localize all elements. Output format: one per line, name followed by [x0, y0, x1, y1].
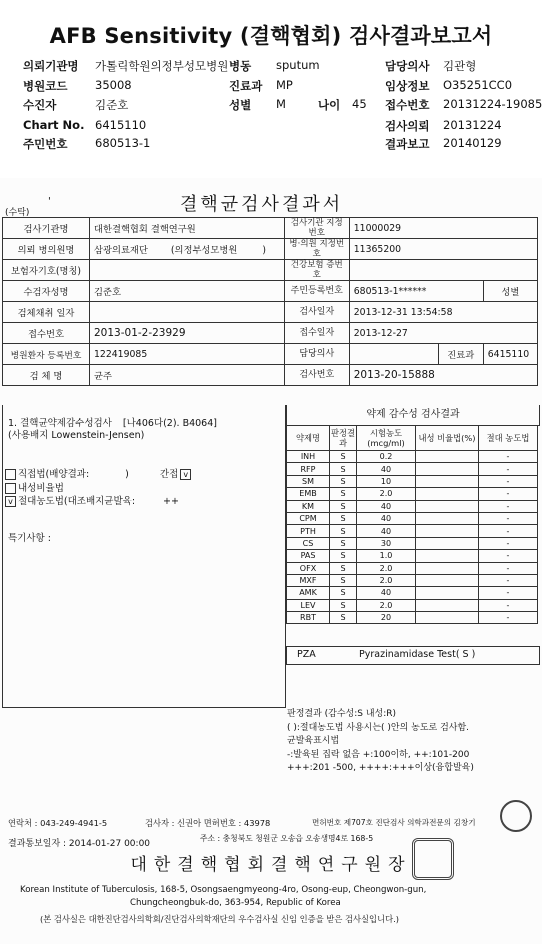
drug-name: RFP — [287, 463, 330, 475]
drug-row — [287, 537, 538, 549]
drug-absolute: - — [479, 525, 538, 537]
form-label: 병원환자 등록번호 — [3, 344, 90, 365]
ratio-label: 내성비율법 — [18, 483, 64, 494]
drug-result: S — [330, 587, 357, 599]
drug-row — [287, 587, 538, 599]
form-value: 균주 — [90, 365, 285, 386]
legend-line: +++:201 -500, ++++:+++이상(융합발육) — [287, 763, 474, 773]
form-number: (수탁) — [5, 208, 30, 218]
drug-row — [287, 612, 538, 624]
drug-name: KM — [287, 500, 330, 512]
drug-row — [287, 525, 538, 537]
drug-concentration: 40 — [357, 463, 416, 475]
drug-row — [287, 475, 538, 487]
sheet-title: 결핵균검사결과서 — [180, 194, 344, 215]
drug-concentration: 30 — [357, 537, 416, 549]
drug-name: PTH — [287, 525, 330, 537]
drug-result: S — [330, 451, 357, 463]
drug-absolute: - — [479, 451, 538, 463]
header-value: 가톨릭학원의정부성모병원 — [95, 59, 229, 73]
drug-absolute: - — [479, 500, 538, 512]
drug-result: S — [330, 488, 357, 500]
form-label: 보험자기호(명칭) — [3, 260, 90, 281]
header-label: 주민번호 — [23, 137, 68, 151]
drug-name: SM — [287, 475, 330, 487]
header-label: 임상정보 — [385, 79, 430, 93]
drug-name: EMB — [287, 488, 330, 500]
header-label: 수진자 — [23, 98, 57, 112]
form-label: 검 체 명 — [3, 365, 90, 386]
drug-ratio — [416, 587, 479, 599]
pza-row — [286, 646, 540, 665]
drug-name: RBT — [287, 612, 330, 624]
form-label: 성별 — [483, 281, 537, 302]
drug-name: CS — [287, 537, 330, 549]
form-label: 의뢰 병의원명 — [3, 239, 90, 260]
drug-ratio — [416, 451, 479, 463]
header-label: 병원코드 — [23, 79, 68, 93]
test-medium: (사용배지 Lowenstein-Jensen) — [8, 430, 145, 441]
form-value: 대한결핵협회 결핵연구원 — [90, 218, 285, 239]
requester-name: 삼광의료재단 — [94, 245, 148, 256]
certification-note: (본 검사실은 대한진단검사의학회/진단검사의학재단의 우수검사실 신임 인증을 받은 검사실입니다.) — [40, 914, 399, 924]
form-value: 11365200 — [349, 239, 537, 260]
drug-absolute: - — [479, 537, 538, 549]
form-value — [90, 302, 285, 323]
header-value: 45 — [352, 97, 367, 111]
drug-header: 판정결과 — [330, 426, 357, 451]
requester-paren-close: ) — [262, 245, 266, 256]
drug-concentration: 2.0 — [357, 562, 416, 574]
drug-row — [287, 500, 538, 512]
address: 주소 : 충청북도 청원군 오송읍 오송생명4로 168-5 — [200, 834, 374, 843]
drug-concentration: 2.0 — [357, 599, 416, 611]
form-label: 검사번호 — [284, 365, 349, 386]
drug-concentration: 40 — [357, 500, 416, 512]
header-value: MP — [276, 78, 293, 92]
form-label: 접수번호 — [3, 323, 90, 344]
header-label: 검사의뢰 — [385, 119, 430, 133]
form-label: 진료과 — [438, 344, 483, 365]
drug-absolute: - — [479, 512, 538, 524]
form-label: 접수일자 — [284, 323, 349, 344]
drug-concentration: 40 — [357, 587, 416, 599]
form-label: 검사기관명 — [3, 218, 90, 239]
drug-ratio — [416, 488, 479, 500]
header-value: O35251CC0 — [443, 78, 513, 92]
header-label: 접수번호 — [385, 98, 430, 112]
form-value: 122419085 — [90, 344, 285, 365]
form-value — [90, 260, 285, 281]
drug-ratio — [416, 537, 479, 549]
drug-row — [287, 451, 538, 463]
header-label: Chart No. — [23, 118, 85, 132]
header-value: 20131224 — [443, 118, 502, 132]
legend-line: 균발육표시법 — [287, 736, 340, 746]
header-value: 김관형 — [443, 59, 477, 73]
header-label: 병동 — [229, 59, 252, 73]
form-value: 680513-1****** — [349, 281, 483, 302]
drug-concentration: 20 — [357, 612, 416, 624]
header-label: 진료과 — [229, 79, 263, 93]
drug-concentration: 2.0 — [357, 574, 416, 586]
drug-row — [287, 599, 538, 611]
drug-row — [287, 550, 538, 562]
direct-label: 직접법(배양결과: — [18, 469, 90, 480]
absolute-growth: ++ — [163, 496, 179, 507]
drug-row — [287, 488, 538, 500]
header-value: 김준호 — [95, 98, 129, 112]
pza-value: Pyrazinamidase Test( S ) — [359, 649, 476, 660]
drug-absolute: - — [479, 463, 538, 475]
indirect-checkbox: v — [180, 469, 191, 480]
form-label: 담당의사 — [284, 344, 349, 365]
drug-absolute: - — [479, 587, 538, 599]
requester-hospital: (의정부성모병원 — [170, 245, 238, 256]
test-method-heading — [8, 418, 217, 442]
absolute-checkbox: v — [5, 496, 16, 507]
drug-header: 내성 비율법(%) — [416, 426, 479, 451]
form-value: 2013-12-31 13:54:58 — [349, 302, 537, 323]
header-value: 20140129 — [443, 136, 502, 150]
form-label: 병·의원 지정번호 — [284, 239, 349, 260]
drug-name: MXF — [287, 574, 330, 586]
drug-result: S — [330, 537, 357, 549]
header-value: 6415110 — [95, 118, 147, 132]
drug-absolute: - — [479, 599, 538, 611]
patient-info-table — [2, 217, 538, 386]
drug-header: 약제명 — [287, 426, 330, 451]
stamp-seal — [500, 800, 532, 832]
report-date: 결과통보일자 : 2014-01-27 00:00 — [8, 839, 151, 849]
institute-english-1: Korean Institute of Tuberculosis, 168-5, Osongsaengmyeong-4ro, Osong-eup, Cheongwon-gun, — [20, 885, 427, 895]
tester-info: 검사자 : 신권아 면허번호 : 43978 — [145, 818, 271, 828]
drug-result: S — [330, 475, 357, 487]
susceptibility-title: 약제 감수성 검사결과 — [286, 405, 540, 426]
absolute-method-option — [5, 493, 179, 507]
drug-row — [287, 512, 538, 524]
drug-absolute: - — [479, 562, 538, 574]
drug-name: AMK — [287, 587, 330, 599]
drug-concentration: 10 — [357, 475, 416, 487]
drug-absolute: - — [479, 488, 538, 500]
drug-result: S — [330, 550, 357, 562]
form-value — [349, 260, 537, 281]
drug-ratio — [416, 475, 479, 487]
drug-ratio — [416, 562, 479, 574]
form-label: 검사기관 지정번호 — [284, 218, 349, 239]
drug-result: S — [330, 512, 357, 524]
header-value: M — [276, 97, 286, 111]
drug-result: S — [330, 562, 357, 574]
form-value: 2013-20-15888 — [349, 365, 537, 386]
form-label: 검사일자 — [284, 302, 349, 323]
pza-label: PZA — [297, 649, 316, 660]
drug-ratio — [416, 574, 479, 586]
drug-ratio — [416, 500, 479, 512]
contact-phone: 연락처 : 043-249-4941-5 — [8, 818, 108, 828]
drug-row — [287, 463, 538, 475]
form-value: 6415110 — [483, 344, 537, 365]
drug-name: PAS — [287, 550, 330, 562]
form-label: 건강보험 증번호 — [284, 260, 349, 281]
header-label: 의뢰기관명 — [23, 59, 79, 73]
test-code: [나406다(2). B4064] — [122, 418, 217, 429]
drug-result: S — [330, 599, 357, 611]
form-label: 주민등록번호 — [284, 281, 349, 302]
header-label: 담당의사 — [385, 59, 430, 73]
drug-absolute: - — [479, 612, 538, 624]
drug-result: S — [330, 612, 357, 624]
form-value: 2013-01-2-23929 — [90, 323, 285, 344]
drug-name: LEV — [287, 599, 330, 611]
susceptibility-table — [286, 425, 538, 624]
form-label: 검체채취 일자 — [3, 302, 90, 323]
legend-line: 판정결과 (감수성:S 내성:R) — [287, 709, 397, 719]
legend-line: ( ):절대농도법 사용시는( )안의 농도로 검사함. — [287, 722, 470, 733]
drug-name: OFX — [287, 562, 330, 574]
form-label: 수검자성명 — [3, 281, 90, 302]
remarks-label: 특기사항 : — [8, 533, 51, 544]
drug-ratio — [416, 463, 479, 475]
drug-ratio — [416, 550, 479, 562]
direct-checkbox — [5, 469, 16, 480]
drug-concentration: 40 — [357, 525, 416, 537]
header-value: 20131224-19085 — [443, 97, 542, 111]
institute-name: 대한결핵협회결핵연구원장 — [130, 855, 412, 875]
form-value: 11000029 — [349, 218, 537, 239]
direct-method-option — [5, 466, 193, 480]
form-value — [349, 344, 438, 365]
drug-result: S — [330, 525, 357, 537]
drug-concentration: 0.2 — [357, 451, 416, 463]
drug-absolute: - — [479, 574, 538, 586]
drug-row — [287, 574, 538, 586]
drug-ratio — [416, 525, 479, 537]
form-value — [90, 239, 285, 260]
legend-line: -:발육된 집락 없음 +:100이하, ++:101-200 — [287, 749, 470, 760]
drug-header: 시험농도 (mcg/ml) — [357, 426, 416, 451]
header-label: 결과보고 — [385, 137, 430, 151]
drug-ratio — [416, 599, 479, 611]
drug-absolute: - — [479, 550, 538, 562]
drug-ratio — [416, 512, 479, 524]
report-title: AFB Sensitivity (결핵협회) 검사결과보고서 — [49, 24, 493, 48]
drug-row — [287, 562, 538, 574]
test-name: 1. 결핵균약제감수성검사 — [8, 418, 112, 429]
absolute-label: 절대농도법(대조배지균발육: — [18, 496, 136, 507]
drug-name: CPM — [287, 512, 330, 524]
drug-result: S — [330, 463, 357, 475]
header-label: 성별 — [229, 98, 252, 112]
official-seal — [412, 838, 454, 880]
drug-absolute: - — [479, 475, 538, 487]
header-value: 680513-1 — [95, 136, 151, 150]
drug-concentration: 1.0 — [357, 550, 416, 562]
drug-result: S — [330, 500, 357, 512]
drug-name: INH — [287, 451, 330, 463]
judgement-legend — [284, 708, 538, 788]
header-label: 나이 — [318, 98, 341, 112]
header-value: 35008 — [95, 78, 132, 92]
drug-ratio — [416, 612, 479, 624]
header-value: sputum — [276, 58, 320, 72]
direct-close: ) — [125, 469, 129, 480]
drug-concentration: 2.0 — [357, 488, 416, 500]
scan-mark: ' — [48, 196, 51, 207]
ratio-method-option — [5, 480, 64, 494]
form-value: 2013-12-27 — [349, 323, 537, 344]
form-value: 김준호 — [90, 281, 285, 302]
drug-header: 절대 농도법 — [479, 426, 538, 451]
doctor-license: 면허번호 제707호 진단검사 의학과전문의 김창기 — [312, 818, 476, 827]
institute-english-2: Chungcheongbuk-do, 363-954, Republic of Korea — [130, 898, 341, 908]
indirect-label: 간접 — [159, 469, 179, 480]
test-method-panel — [2, 405, 286, 708]
drug-concentration: 40 — [357, 512, 416, 524]
drug-result: S — [330, 574, 357, 586]
